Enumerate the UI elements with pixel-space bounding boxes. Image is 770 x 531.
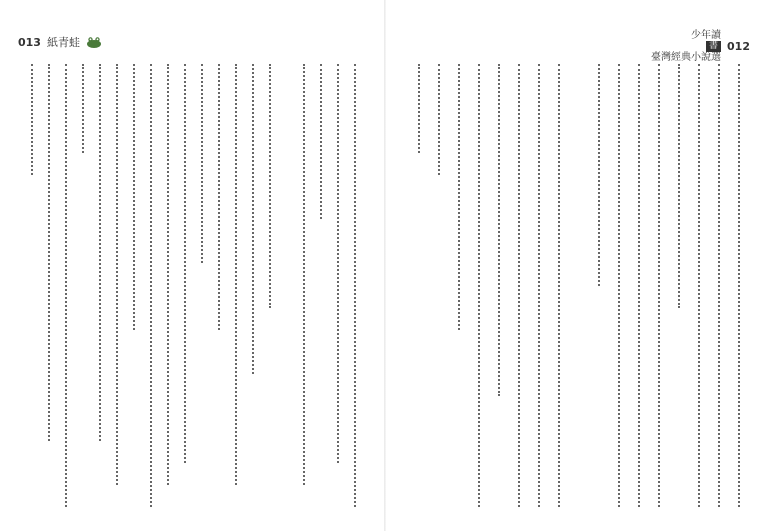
text-column	[31, 64, 42, 175]
text-column	[65, 64, 76, 507]
series-title: 臺灣經典小說選	[651, 52, 722, 63]
left-running-title: 紙青蛙	[46, 36, 80, 49]
text-column	[337, 64, 348, 463]
text-column	[269, 64, 280, 308]
right-running-header	[651, 30, 750, 63]
text-column	[558, 64, 569, 507]
frog-icon	[86, 36, 102, 48]
text-column	[133, 64, 144, 330]
text-column	[252, 64, 263, 374]
text-column	[478, 64, 489, 507]
text-column	[116, 64, 127, 485]
text-column	[718, 64, 729, 507]
text-column	[167, 64, 178, 485]
series-mark	[651, 30, 721, 63]
text-column	[638, 64, 649, 507]
text-column	[320, 64, 331, 219]
text-column	[150, 64, 161, 507]
text-column	[498, 64, 509, 396]
right-page	[386, 0, 770, 531]
text-column	[48, 64, 59, 441]
right-page-number: 012	[727, 40, 750, 53]
text-column	[518, 64, 529, 507]
text-column	[218, 64, 229, 330]
text-column	[99, 64, 110, 441]
text-column	[438, 64, 449, 175]
left-page	[0, 0, 384, 531]
text-column	[658, 64, 669, 507]
text-column	[458, 64, 469, 330]
text-column	[303, 64, 314, 485]
left-body-text	[22, 64, 362, 507]
text-column	[678, 64, 689, 308]
text-column	[82, 64, 93, 153]
text-column	[201, 64, 212, 263]
text-column	[598, 64, 609, 286]
left-running-header	[18, 34, 102, 50]
left-page-number: 013	[18, 35, 41, 49]
text-column	[184, 64, 195, 463]
text-column	[738, 64, 749, 507]
text-column	[538, 64, 549, 507]
text-column	[698, 64, 709, 507]
text-column	[418, 64, 429, 153]
series-line-2: 書	[706, 41, 721, 52]
right-body-text	[408, 64, 748, 507]
text-column	[354, 64, 365, 507]
text-column	[618, 64, 629, 507]
text-column	[235, 64, 246, 485]
series-line-1: 少年讀	[691, 30, 722, 41]
